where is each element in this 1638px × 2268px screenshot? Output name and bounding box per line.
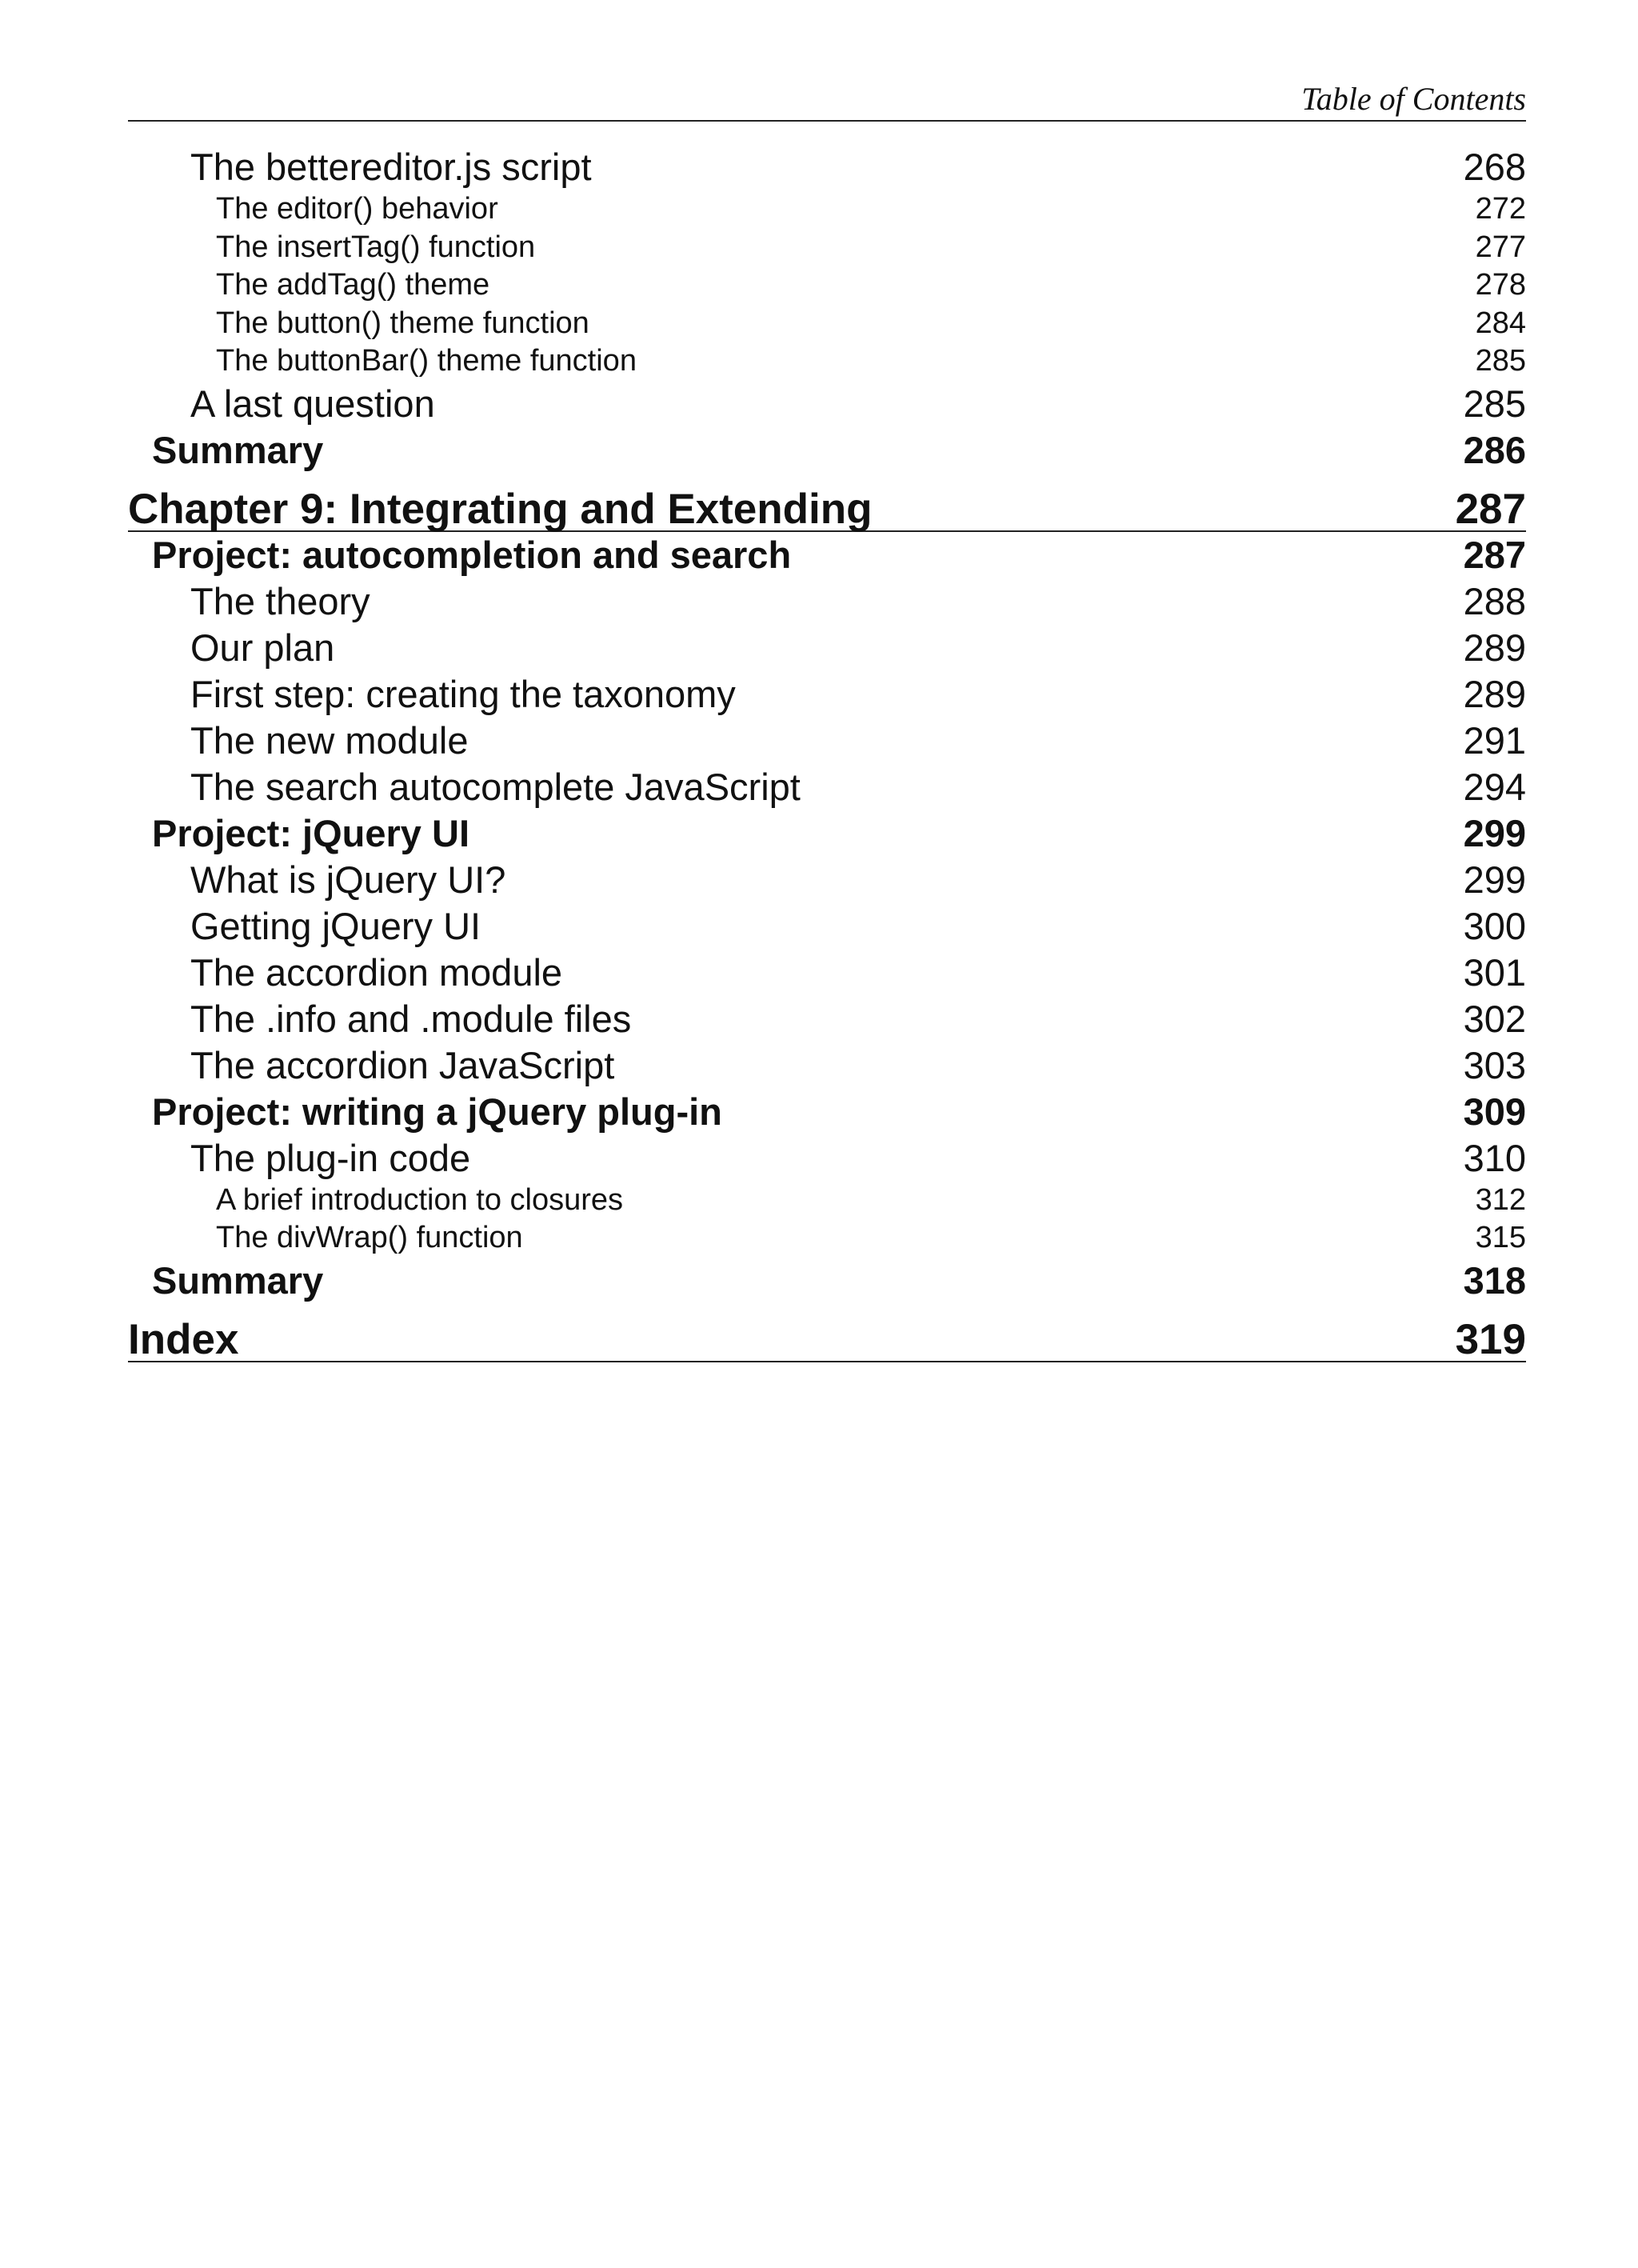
toc-entry-title: A last question bbox=[190, 382, 435, 425]
toc-chapter-entry[interactable] bbox=[128, 1314, 1526, 1362]
toc-entry-page-number: 310 bbox=[1463, 1136, 1526, 1179]
toc-entry-page-number: 286 bbox=[1463, 428, 1526, 471]
toc-entry-page-number: 287 bbox=[1463, 533, 1526, 576]
toc-entry-page-number: 299 bbox=[1463, 811, 1526, 854]
toc-entry-title: Summary bbox=[152, 1258, 324, 1302]
toc-entry-page-number: 285 bbox=[1475, 344, 1526, 378]
toc-subsection-entry[interactable] bbox=[128, 1042, 1526, 1089]
toc-entry-title: The search autocomplete JavaScript bbox=[190, 765, 801, 808]
toc-subsubsection-entry[interactable] bbox=[128, 1219, 1526, 1258]
toc-entry-page-number: 315 bbox=[1475, 1221, 1526, 1254]
toc-subsection-entry[interactable] bbox=[128, 671, 1526, 718]
toc-subsection-entry[interactable] bbox=[128, 1135, 1526, 1182]
toc-entry-title: First step: creating the taxonomy bbox=[190, 672, 736, 715]
toc-subsection-entry[interactable] bbox=[128, 718, 1526, 764]
toc-section-entry[interactable] bbox=[128, 427, 1526, 474]
toc-subsubsection-entry[interactable] bbox=[128, 229, 1526, 267]
toc-entry-page-number: 284 bbox=[1475, 306, 1526, 340]
toc-entry-page-number: 287 bbox=[1455, 485, 1526, 533]
toc-entry-page-number: 301 bbox=[1463, 950, 1526, 994]
toc-subsection-entry[interactable] bbox=[128, 381, 1526, 427]
toc-entry-title: Index bbox=[128, 1315, 239, 1363]
toc-entry-title: Our plan bbox=[190, 626, 335, 669]
toc-subsubsection-entry[interactable] bbox=[128, 266, 1526, 305]
toc-subsubsection-entry[interactable] bbox=[128, 342, 1526, 381]
toc-subsubsection-entry[interactable] bbox=[128, 190, 1526, 229]
toc-subsection-entry[interactable] bbox=[128, 625, 1526, 671]
toc-entry-title: The accordion JavaScript bbox=[190, 1043, 615, 1086]
toc-entry-title: Chapter 9: Integrating and Extending bbox=[128, 485, 873, 533]
toc-entry-title: The plug-in code bbox=[190, 1136, 471, 1179]
toc-entry-title: What is jQuery UI? bbox=[190, 858, 506, 901]
toc-entry-title: Project: autocompletion and search bbox=[152, 533, 792, 576]
toc-entry-page-number: 285 bbox=[1463, 382, 1526, 425]
table-of-contents bbox=[128, 144, 1526, 1362]
toc-subsubsection-entry[interactable] bbox=[128, 305, 1526, 343]
toc-subsection-entry[interactable] bbox=[128, 996, 1526, 1042]
toc-entry-title: Project: writing a jQuery plug-in bbox=[152, 1090, 722, 1133]
toc-entry-page-number: 312 bbox=[1475, 1182, 1526, 1217]
running-header-title: Table of Contents bbox=[1301, 81, 1526, 117]
toc-entry-title: The divWrap() function bbox=[216, 1221, 523, 1254]
toc-section-entry[interactable] bbox=[128, 532, 1526, 578]
toc-section-entry[interactable] bbox=[128, 1258, 1526, 1304]
toc-subsubsection-entry[interactable] bbox=[128, 1182, 1526, 1220]
toc-section-entry[interactable] bbox=[128, 1089, 1526, 1135]
toc-entry-page-number: 289 bbox=[1463, 672, 1526, 715]
toc-entry-title: The accordion module bbox=[190, 950, 563, 994]
toc-entry-page-number: 291 bbox=[1463, 718, 1526, 762]
toc-entry-title: The addTag() theme bbox=[216, 268, 490, 302]
toc-entry-page-number: 299 bbox=[1463, 858, 1526, 901]
toc-section-entry[interactable] bbox=[128, 810, 1526, 857]
toc-entry-title: The insertTag() function bbox=[216, 230, 536, 264]
toc-entry-title: The bettereditor.js script bbox=[190, 146, 592, 188]
toc-entry-title: A brief introduction to closures bbox=[216, 1182, 624, 1217]
toc-entry-page-number: 272 bbox=[1475, 192, 1526, 226]
toc-spacer bbox=[128, 474, 1526, 484]
toc-entry-title: The theory bbox=[190, 579, 370, 622]
toc-entry-page-number: 318 bbox=[1463, 1258, 1526, 1302]
toc-entry-title: The button() theme function bbox=[216, 306, 589, 340]
toc-entry-page-number: 288 bbox=[1463, 579, 1526, 622]
toc-entry-title: The .info and .module files bbox=[190, 997, 632, 1040]
toc-entry-page-number: 278 bbox=[1475, 268, 1526, 302]
toc-entry-page-number: 277 bbox=[1475, 230, 1526, 264]
toc-entry-page-number: 302 bbox=[1463, 997, 1526, 1040]
toc-entry-title: Getting jQuery UI bbox=[190, 904, 481, 947]
toc-entry-page-number: 289 bbox=[1463, 626, 1526, 669]
toc-entry-page-number: 319 bbox=[1455, 1315, 1526, 1363]
toc-subsection-entry[interactable] bbox=[128, 950, 1526, 996]
toc-entry-title: The buttonBar() theme function bbox=[216, 344, 637, 378]
toc-entry-title: Project: jQuery UI bbox=[152, 811, 469, 854]
toc-entry-page-number: 268 bbox=[1463, 146, 1526, 188]
toc-subsection-entry[interactable] bbox=[128, 764, 1526, 810]
toc-entry-page-number: 309 bbox=[1463, 1090, 1526, 1133]
toc-subsection-entry[interactable] bbox=[128, 903, 1526, 950]
toc-subsection-entry[interactable] bbox=[128, 144, 1526, 190]
toc-entry-page-number: 303 bbox=[1463, 1043, 1526, 1086]
toc-subsection-entry[interactable] bbox=[128, 578, 1526, 625]
toc-chapter-entry[interactable] bbox=[128, 484, 1526, 532]
toc-entry-page-number: 300 bbox=[1463, 904, 1526, 947]
toc-spacer bbox=[128, 1304, 1526, 1314]
toc-entry-page-number: 294 bbox=[1463, 765, 1526, 808]
toc-entry-title: Summary bbox=[152, 428, 324, 471]
toc-entry-title: The editor() behavior bbox=[216, 192, 498, 226]
running-header bbox=[128, 80, 1526, 122]
toc-entry-title: The new module bbox=[190, 718, 469, 762]
toc-subsection-entry[interactable] bbox=[128, 857, 1526, 903]
